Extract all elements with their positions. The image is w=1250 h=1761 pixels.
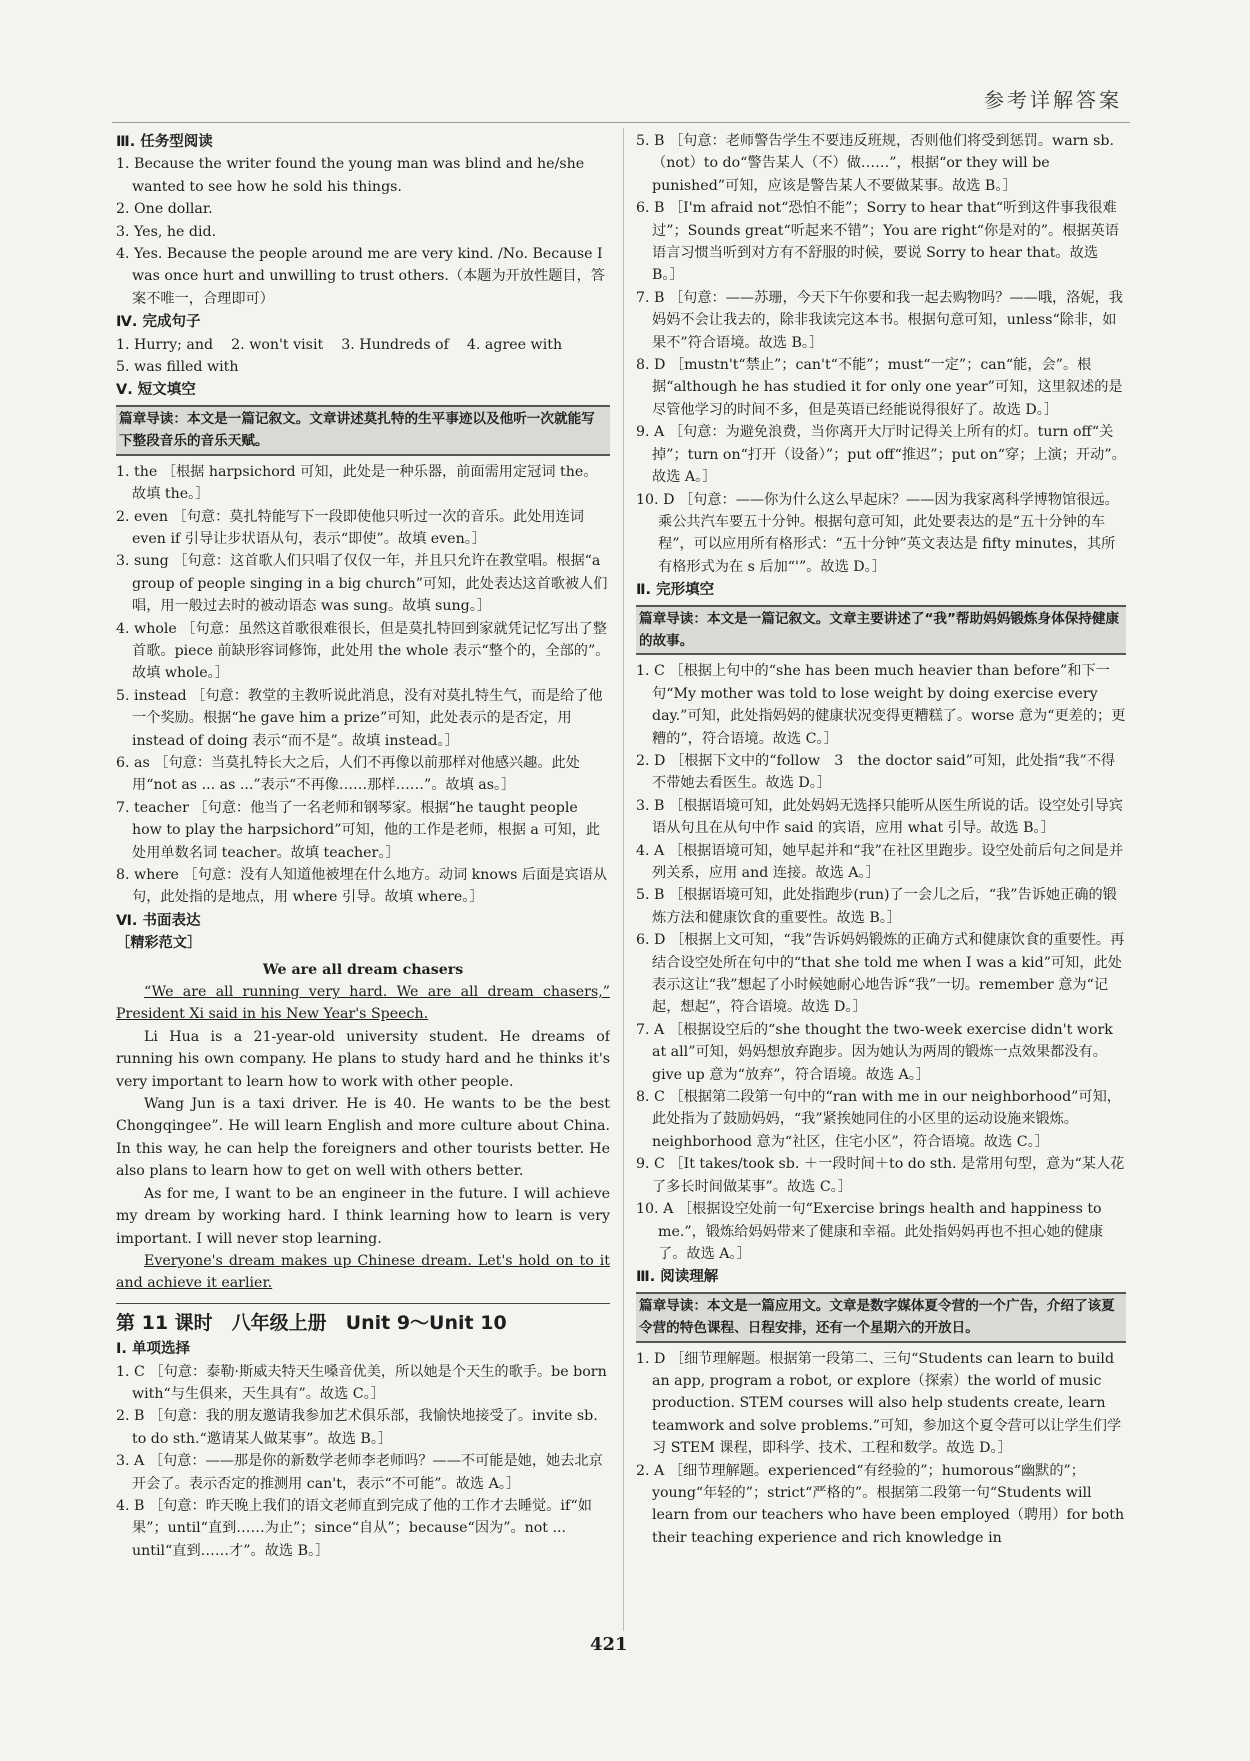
section-heading: Ⅲ. 阅读理解	[636, 1269, 719, 1286]
answer-item: 4. B ［句意：昨天晚上我们的语文老师直到完成了他的工作才去睡觉。if“如果”；until“直到……为止”；since“自从”；because“因为”。not ... until“直到……才”。故选 B。］	[116, 1497, 592, 1559]
essay-paragraph: Li Hua is a 21-year-old university student. He dreams of running his own company. He plans to study hard and he thinks it's very important to learn how to work with other people.	[116, 1028, 610, 1090]
answer-item: 10. A ［根据设空处前一句“Exercise brings health and happiness to me.”，锻炼给妈妈带来了健康和幸福。此处指妈妈再也不担心她的健康了。故选 A。］	[636, 1201, 1104, 1262]
answer-item: 2. even ［句意：莫扎特能写下一段即使他只听过一次的音乐。此处用连词 even if 引导让步状语从句，表示“即使”。故填 even。］	[116, 508, 584, 547]
model-essay-label: ［精彩范文］	[116, 935, 202, 952]
answer-item: 1. Because the writer found the young man was blind and he/she wanted to see how he sold his things.	[116, 156, 585, 195]
answer-item: 6. as ［句意：当莫扎特长大之后，人们不再像以前那样对他感兴趣。此处用“not as ... as ...”表示“不再像……那样……”。故填 as。］	[116, 754, 580, 794]
answer-item: 3. Yes, he did.	[116, 223, 217, 240]
section-heading: Ⅰ. 单项选择	[116, 1341, 190, 1358]
chapter-guide: 篇章导读：本文是一篇应用文。文章是数字媒体夏令营的一个广告，介绍了该夏令营的特色课程、日程安排，还有一个星期六的开放日。	[636, 1292, 1126, 1343]
right-column	[636, 130, 1126, 1671]
answer-item: 6. D ［根据上文可知，“我”告诉妈妈锻炼的正确方式和健康饮食的重要性。再结合设空处所在句中的“that she told me when I was a kid”可知，此处表示这让“我”想起了小时候她耐心地告诉“我”一切。remember 意为“记起，想起”，符合语境。故选 D。］	[636, 932, 1125, 1016]
answer-item: 7. A ［根据设空后的“she thought the two-week exercise didn't work at all”可知，妈妈想放弃跑步。因为她认为两周的锻炼一点效果都没有。give up 意为“放弃”，符合语境。故选 A。］	[636, 1021, 1113, 1083]
section-heading: Ⅱ. 完形填空	[636, 582, 715, 599]
essay-paragraph: “We are all running very hard. We are all dream chasers,” President Xi said in his New Year's Speech.	[116, 984, 610, 1023]
answer-item: 8. D ［mustn't“禁止”；can't“不能”；must“一定”；can“能，会”。根据“although he has studied it for only one year”可知，这里叙述的是尽管他学习的时间不多，但是英语已经能说得很好了。故选 D。］	[636, 357, 1123, 418]
answer-item: 10. D ［句意：——你为什么这么早起床？——因为我家离科学博物馆很远。乘公共汽车要五十分钟。根据句意可知，此处要表达的是“五十分钟的车程”，可以应用所有格形式：“五十分钟”英文表达是 fifty minutes，其所有格形式为在 s 后加“'”。故选 D。］	[636, 491, 1119, 575]
answer-line: 5. was filled with	[116, 359, 239, 376]
answer-item: 7. teacher ［句意：他当了一名老师和钢琴家。根据“he taught people how to play the harpsichord”可知，他的工作是老师，根据 a 可知，此处用单数名词 teacher。故填 teacher。］	[116, 799, 601, 861]
answer-item: 5. instead ［句意：教堂的主教听说此消息，没有对莫扎特生气，而是给了他一个奖励。根据“he gave him a prize”可知，此处表示的是否定，用 instead of doing 表示“而不是”。故填 instead。］	[116, 687, 603, 749]
chapter-guide: 篇章导读：本文是一篇记叙文。文章主要讲述了“我”帮助妈妈锻炼身体保持健康的故事。	[636, 605, 1126, 656]
answer-item: 8. where ［句意：没有人知道他被埋在什么地方。动词 knows 后面是宾语从句，此处指的是地点，用 where 引导。故填 where。］	[116, 867, 608, 906]
answer-item: 2. D ［根据下文中的“follow 3 the doctor said”可知，此处指“我”不得不带她去看医生。故选 D。］	[636, 752, 1116, 792]
answer-item: 3. sung ［句意：这首歌人们只唱了仅仅一年，并且只允许在教堂唱。根据“a group of people singing in a big church”可知，此处表达这首歌被人们唱，用一般过去时的被动语态 was sung。故填 sung。］	[116, 553, 608, 615]
answer-item: 1. the ［根据 harpsichord 可知，此处是一种乐器，前面需用定冠词 the。故填 the。］	[116, 463, 598, 503]
page-header: 参考详解答案	[984, 88, 1122, 112]
section-heading: Ⅴ. 短文填空	[116, 382, 196, 399]
section-heading: Ⅳ. 完成句子	[116, 314, 201, 331]
answer-item: 5. B ［句意：老师警告学生不要违反班规，否则他们将受到惩罚。warn sb.（not）to do“警告某人（不）做……”，根据“or they will be punished”可知，应该是警告某人不要做某事。故选 B。］	[636, 133, 1114, 194]
answer-item: 6. B ［I'm afraid not“恐怕不能”；Sorry to hear that“听到这件事我很难过”；Sounds great“听起来不错”；You are right“你是对的”。根据英语语言习惯当听到对方有不舒服的时候，要说 Sorry to hear that。故选 B。］	[636, 200, 1119, 284]
answer-item: 3. A ［句意：——那是你的新数学老师李老师吗？——不可能是她，她去北京开会了。表示否定的推测用 can't，表示“不可能”。故选 A。］	[116, 1453, 603, 1492]
essay-paragraph: Wang Jun is a taxi driver. He is 40. He wants to be the best Chongqingee”. He will learn English and more culture about China. In this way, he can help the foreigners and other tourists better. He also plans to learn how to get on well with others better.	[116, 1096, 610, 1180]
answer-item: 4. whole ［句意：虽然这首歌很难很长，但是莫扎特回到家就凭记忆写出了整首歌。piece 前缺形容词修饰，此处用 the whole 表示“整个的，全部的”。故填 whole。］	[116, 620, 610, 682]
header-rule	[112, 122, 1130, 123]
answer-item: 7. B ［句意：——苏珊，今天下午你要和我一起去购物吗？——哦，洛妮，我妈妈不会让我去的，除非我读完这本书。根据句意可知，unless“除非，如果不”符合语境。故选 B。］	[636, 289, 1123, 351]
lesson-title: 第 11 课时 八年级上册 Unit 9～Unit 10	[116, 1303, 610, 1334]
column-divider	[623, 128, 624, 1631]
answer-item: 1. C ［句意：泰勒·斯威夫特天生嗓音优美，所以她是个天生的歌手。be born with“与生俱来，天生具有”。故选 C。］	[116, 1363, 607, 1402]
answer-item: 9. C ［It takes/took sb. ＋一段时间＋to do sth. 是常用句型，意为“某人花了多长时间做某事”。故选 C。］	[636, 1156, 1125, 1195]
section-heading: Ⅲ. 任务型阅读	[116, 134, 213, 150]
answer-item: 4. A ［根据语境可知，她早起并和“我”在社区里跑步。设空处前后句之间是并列关系，应用 and 连接。故选 A。］	[636, 842, 1124, 881]
essay-paragraph: Everyone's dream makes up Chinese dream. Let's hold on to it and achieve it earlier.	[116, 1252, 610, 1292]
answer-item: 2. One dollar.	[116, 201, 213, 218]
model-essay	[116, 981, 610, 1295]
answer-item: 1. C ［根据上句中的“she has been much heavier than before”和下一句“My mother was told to lose weight by doing exercise every day.”可知，此处指妈妈的健康状况变得更糟糕了。worse 意为“更差的；更糟的”，符合语境。故选 C。］	[636, 663, 1126, 747]
essay-paragraph: As for me, I want to be an engineer in the future. I will achieve my dream by working hard. I think learning how to learn is very important. I will never stop learning.	[116, 1185, 610, 1247]
answer-item: 9. A ［句意：为避免浪费，当你离开大厅时记得关上所有的灯。turn off“关掉”；turn on“打开（设备）”；put off“推迟”；put on“穿；上演；开动”。故选 A。］	[636, 424, 1126, 486]
chapter-guide: 篇章导读：本文是一篇记叙文。文章讲述莫扎特的生平事迹以及他听一次就能写下整段音乐的音乐天赋。	[116, 405, 610, 456]
answer-item: 1. D ［细节理解题。根据第一段第二、三句“Students can learn to build an app, program a robot, or explore（探索）the world of music production. STEM courses will also help students create, learn teamwork and solve problems.”可知，参加这个夏令营可以让学生们学习 STEM 课程，即科学、技术、工程和数学。故选 D。］	[636, 1350, 1122, 1457]
answer-item: 2. B ［句意：我的朋友邀请我参加艺术俱乐部，我愉快地接受了。invite sb. to do sth.“邀请某人做某事”。故选 B。］	[116, 1408, 598, 1447]
answer-item: 4. Yes. Because the people around me are very kind. /No. Because I was once hurt and unwilling to trust others.（本题为开放性题目，答案不唯一，合理即可）	[116, 246, 605, 307]
section-heading: Ⅵ. 书面表达	[116, 912, 201, 929]
answer-item: 2. A ［细节理解题。experienced“有经验的”；humorous“幽默的”；young“年轻的”；strict“严格的”。根据第二段第一句“Students will learn from our teachers who have been employed（聘用）for both their teaching experience and rich knowledge in	[636, 1462, 1125, 1546]
left-column	[116, 130, 610, 1671]
answer-item: 5. B ［根据语境可知，此处指跑步(run)了一会儿之后，“我”告诉她正确的锻炼方法和健康饮食的重要性。故选 B。］	[636, 887, 1117, 926]
answer-item: 8. C ［根据第二段第一句中的“ran with me in our neighborhood”可知，此处指为了鼓励妈妈，“我”紧挨她同住的小区里的运动设施来锻炼。neighborhood 意为“社区，住宅小区”，符合语境。故选 C。］	[636, 1089, 1121, 1150]
page-number: 421	[590, 1634, 628, 1655]
answer-item: 3. B ［根据语境可知，此处妈妈无选择只能听从医生所说的话。设空处引导宾语从句且在从句中作 said 的宾语，应用 what 引导。故选 B。］	[636, 797, 1123, 837]
answer-line: 1. Hurry; and 2. won't visit 3. Hundreds of 4. agree with	[116, 336, 563, 353]
essay-title: We are all dream chasers	[262, 961, 464, 978]
